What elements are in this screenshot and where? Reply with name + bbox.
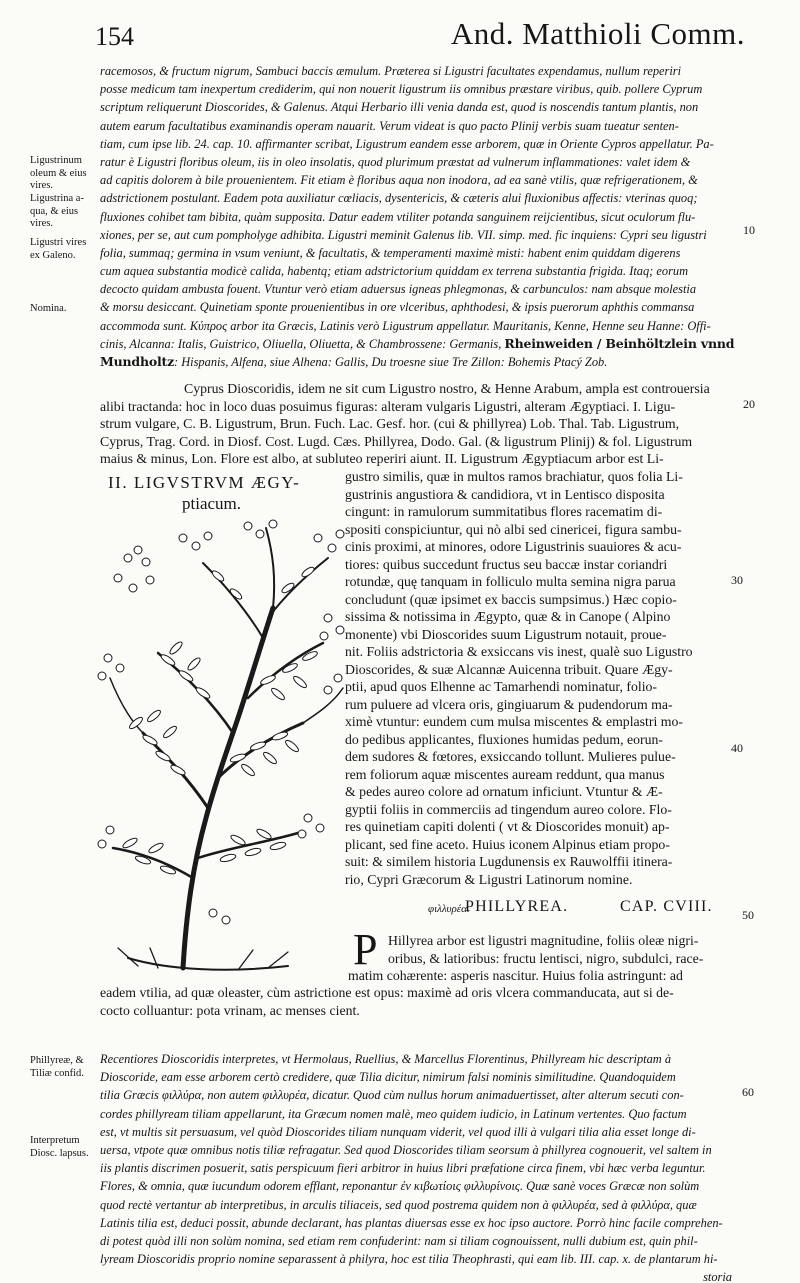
line-number: 40 xyxy=(731,741,743,755)
german-name-2: Mundholtz xyxy=(100,354,174,369)
text-line: folia, summaq; germina in vsum veniunt, & facultatis, & temperamenti maximè misti: habent enim quiddam digerens xyxy=(100,245,681,260)
cyprus-paragraph xyxy=(100,380,740,468)
text-line: suit: & similem historia Lugdunensis ex Rauwolffii itinera- xyxy=(345,854,673,869)
line-number: 30 xyxy=(731,573,743,587)
text-line: alibi tractanda: hoc in loco duas posuimus figuras: alteram vulgaris Ligustri, alteram Ægyptiaci. I. Ligu- xyxy=(100,398,676,414)
text-line: spositi conspiciuntur, qui nò albi sed cinericei, figura sambu- xyxy=(345,521,682,537)
text-line: nit. Foliis adstrictoria & exsiccans vis inest, qualè suo Ligustro xyxy=(345,644,693,659)
text-line: fluxiones cohibet tam bibita, quàm supposita. Datur eadem vtiliter potanda sanguinem reijcientibus, sicut oculorum flu- xyxy=(100,209,696,224)
line-number: 20 xyxy=(743,397,755,411)
text-line: iis plantis discrimen posuerit, satis perspicuum fieri arbitror in huius libri præfatione circa finem, vbi hæc verba leguntur. xyxy=(100,1161,706,1176)
phillyrea-paragraph-end xyxy=(100,984,740,1019)
text-line: cum aquea substantia modicè calida, habentq; etiam adstrictorium quiddam ex terrena substantia frigida. Itaq; eorum xyxy=(100,264,689,279)
chapter-title: PHILLYREA. xyxy=(465,898,569,915)
text-line: xiones, per se, aut cum pompholyge adhibita. Ligustri meminit Galenus lib. VII. simp. med. fic inquiens: Cypri seu ligustri xyxy=(100,227,707,242)
text-line xyxy=(100,335,740,353)
text-line: Flores, & omnia, quæ iucundum odorem efflant, reponantur ἐν κιβωτίοις φιλλυρίνοις. Quæ sanè voces Græcæ non solùm xyxy=(100,1179,700,1194)
text-line: sissima & notissima in Ægypto, quæ & in Canope ( Alpino xyxy=(345,609,671,624)
german-names: Rheinweiden / Beinhöltzlein vnnd xyxy=(504,335,735,351)
drop-cap: P xyxy=(353,925,378,974)
line-number: 50 xyxy=(742,908,754,922)
text-line: cinis proximi, at minores, odore Ligustrinis suauiores & acu- xyxy=(345,539,682,554)
text-line: rotundæ, quę tanquam in folliculo multa semina nigra parua xyxy=(345,574,676,589)
sidenote-ligustrinum: Ligustrinum oleum & eius vires. xyxy=(30,155,87,191)
text-line: posse medicum tam inexpertum crediderim, qui non nouerit ligustrum iis omnibus præstare viribus, quib. pollere Cyprum xyxy=(100,82,703,97)
commentary-bottom xyxy=(100,1050,740,1283)
commentary-top xyxy=(100,62,740,371)
text-line: oribus, & latioribus: fructu lentisci, nigro, subdulci, race- xyxy=(388,950,704,966)
page-header xyxy=(95,16,745,52)
sidenote-ligustrina-aqua: Ligustrina a- qua, & eius vires. xyxy=(30,193,84,229)
text-line: ad capitis dolorem à bile prouenientem. Fit etiam è floribus aqua non inodora, ad ea sanè vtilis, quæ refrigerationem, & xyxy=(100,173,698,188)
text-line: rio, Cypri Græcorum & Ligustri Latinorum nomine. xyxy=(345,871,633,887)
text-line: dem sudores & fœtores, exsiccando tollunt. Mulieres pulue- xyxy=(345,749,676,764)
text-fragment: : Hispanis, Alfena, siue Alhena: Gallis, Du troesne siue Tre Zillon: Bohemis Ptacý Zob. xyxy=(174,355,608,369)
text-line: monente) vbi Dioscorides suum Ligustrum notauit, proue- xyxy=(345,626,667,642)
text-line: lyream Dioscoridis proprio nomine separassent à philyra, hoc est tilia Theophrasti, qui eam lib. III. cap. x. de plantarum hi- xyxy=(100,1252,718,1267)
egyptian-column xyxy=(345,468,745,888)
figure-title: II. LIGVSTRVM ÆGY- xyxy=(108,473,301,492)
text-line: tiam, cum ipse lib. 24. cap. 10. affirmanter scribat, Ligustrum eandem esse arborem, quæ in Oriente Cypros appellatur. Pa- xyxy=(100,136,714,151)
line-number: 60 xyxy=(742,1085,754,1099)
text-line: racemosos, & fructum nigrum, Sambuci baccis æmulum. Præterea si Ligustri facultates expendamus, nullum reperiri xyxy=(100,64,682,78)
text-line: decocto quidam ambusta fouent. Vtuntur verò etiam aduersus igneas phlegmonas, & carbunculos: nam absque molestia xyxy=(100,282,697,297)
text-line: strum vulgare, C. B. Ligustrum, Brun. Fuch. Lac. Gesf. hor. (cui & phillyrea) Lob. Thal. Tab. Ligustrum, xyxy=(100,416,680,431)
text-line: rem foliorum aquæ miscentes auream reddunt, qua manus xyxy=(345,766,665,782)
text-line: ratur è Ligustri floribus oleum, iis in oleo insolatis, quod plurimum præstat ad vulnerum inflammationes: valet idem & xyxy=(100,154,691,169)
text-line: Cyprus Dioscoridis, idem ne sit cum Ligustro nostro, & Henne Arabum, ampla est controuersia xyxy=(184,381,710,396)
text-line: Hillyrea arbor est ligustri magnitudine, foliis oleæ nigri- xyxy=(388,933,699,948)
text-line: do pedibus applicantes, fluxiones humidas pedum, eorun- xyxy=(345,731,664,747)
text-line: res quinetiam capiti dolenti ( vt & Dioscorides monuit) ap- xyxy=(345,819,670,834)
sidenote-ligustri-vires: Ligustri vires ex Galeno. xyxy=(30,237,87,261)
text-line: matim cohærente: asperis nascitur. Huius folia astringunt: ad xyxy=(348,968,683,983)
text-line: Latinis tilia est, deduci possit, abunde declarant, has plantas diuersas esse ex hoc ipso auctore. Porrò hinc facile comprehen- xyxy=(100,1215,723,1230)
catchword: storia xyxy=(703,1270,732,1283)
page-edge-shadow xyxy=(700,1232,800,1283)
text-line: est, vt multis sit persuasum, vel quòd Dioscorides tiliam nunquam viderit, vel quod illi à vulgari tilia alia esset longe di- xyxy=(100,1124,696,1139)
chapter-greek-title: φιλλυρέα. xyxy=(428,903,470,915)
text-line: eadem vtilia, ad quæ oleaster, cùm astrictione est opus: maximè ad oris vlcera commanducata, aut si de- xyxy=(100,985,674,1000)
text-line: cingunt: in ramulorum summitatibus flores racematim di- xyxy=(345,504,663,519)
text-line: di potest quòd illi non solùm nomina, sed etiam rem confuderint: nam si tiliam cognouissent, nulli dubium est, quin phil- xyxy=(100,1233,698,1248)
text-line: ximè vtuntur: eundem cum mulsa miscentes & emplastri mo- xyxy=(345,714,683,729)
sidenote-nomina: Nomina. xyxy=(30,303,67,314)
text-line: tilia Græcis φιλλύρα, non autem φιλλυρέα, dicatur. Quod cùm nullus horum animaduertisset, alter alterum secuti con- xyxy=(100,1088,684,1103)
sidenote-phillyreae: Phillyreæ, & Tiliæ confid. xyxy=(30,1055,84,1079)
text-line: gyptii foliis in commerciis ad tingendum aureo colore. Flo- xyxy=(345,801,672,817)
text-line: Dioscoride, eam esse arborem certò credidere, quæ Tilia dicitur, nimirum falsi nominis similitudine. Quandoquidem xyxy=(100,1070,676,1085)
sidenote-interpretum: Interpretum Diosc. lapsus. xyxy=(30,1135,89,1159)
text-line: uersa, vtpote quæ omnibus notis tiliæ refragatur. Sed quod Dioscorides tiliam seorsum à phillyrea cognouerit, vel saltem in xyxy=(100,1142,712,1157)
figure-title-cont: ptiacum. xyxy=(182,494,242,513)
chapter-heading xyxy=(100,898,740,920)
text-line: Cyprus, Trag. Cord. in Diosf. Cost. Lugd. Cæs. Phillyrea, Dodo. Gal. (& ligustrum Plinij) & fol. Ligustrum xyxy=(100,433,693,449)
text-line: cordes phillyream tiliam appellarunt, ita Græcum nomen malè, meo quidem iudicio, in Latinum vertentes. Quo factum xyxy=(100,1106,687,1121)
text-line: Recentiores Dioscoridis interpretes, vt Hermolaus, Ruellius, & Marcellus Florentinus, Phillyream hic descriptam à xyxy=(100,1052,672,1066)
chapter-number: CAP. CVIII. xyxy=(620,898,713,915)
phillyrea-paragraph-start xyxy=(348,932,748,985)
text-line: adstrictionem postulant. Eadem pota auxiliatur cœliacis, dysentericis, & cæteris alui fluxionibus affectis: vterinas quoq; xyxy=(100,191,698,206)
text-line: rum puluere ad vlcera oris, gingiuarum & pudendorum ma- xyxy=(345,696,673,712)
text-line: maius & minus, Lon. Flore est albo, at subluteo reperiri aiunt. II. Ligustrum Ægyptiacum arbor est Li- xyxy=(100,451,664,466)
text-fragment: cinis, Alcanna: Italis, Guistrico, Oliuella, Oliuetta, & Chambrossene: Germanis, xyxy=(100,336,502,351)
text-line: & morsu desiccant. Quinetiam sponte prouenientibus in ore vlceribus, aphthodesi, & ipsis puerorum aphthis commansa xyxy=(100,300,695,315)
text-line: quod rectè vertantur ab interpretibus, in arculis tiliaceis, sed quod postrema quidem non à φιλλυρέα, sed à φιλλύρα, quæ xyxy=(100,1197,697,1212)
text-line: concludunt (quæ ipsimet ex baccis sumpsimus.) Hæc copio- xyxy=(345,591,677,607)
line-number: 10 xyxy=(743,223,755,237)
text-line: accommoda sunt. Κύπρος arbor ita Græcis, Latinis verò Ligustrum appellatur. Mauritanis, Kenne, Henne seu Hanne: Offi- xyxy=(100,318,711,333)
text-line xyxy=(100,353,740,371)
text-line: ptii, apud quos Elhenne ac Tamarhendi nominatur, folio- xyxy=(345,679,658,694)
running-head: And. Matthioli Comm. xyxy=(450,16,745,51)
text-line: autem earum facultatibus examinandis operam nauarit. Verum videat is quo pacto Plinij verbis suam tueatur senten- xyxy=(100,118,679,133)
text-line: cocto colluantur: pota vrinam, ac menses cient. xyxy=(100,1002,360,1018)
text-line: tiores: quibus succedunt fructus seu baccæ instar coriandri xyxy=(345,556,668,572)
page-number: 154 xyxy=(95,22,134,51)
text-line: plicant, sed fine aceto. Huius iconem Alpinus etiam propo- xyxy=(345,836,670,852)
text-line: scriptum reliquerunt Dioscorides, & Galenus. Atqui Herbario illi venia danda est, quod is noscendis tantum plantis, non xyxy=(100,100,699,115)
text-line: gustro similis, quæ in multos ramos brachiatur, quos folia Li- xyxy=(345,469,683,484)
text-line: gustrinis angustiora & candidiora, vt in Lentisco disposita xyxy=(345,486,665,502)
text-line: Dioscorides, & suæ Alcannæ Auicenna tribuit. Quare Ægy- xyxy=(345,661,673,677)
text-line: & pedes aureo colore ad ornatum inficiunt. Vtuntur & Æ- xyxy=(345,784,663,799)
